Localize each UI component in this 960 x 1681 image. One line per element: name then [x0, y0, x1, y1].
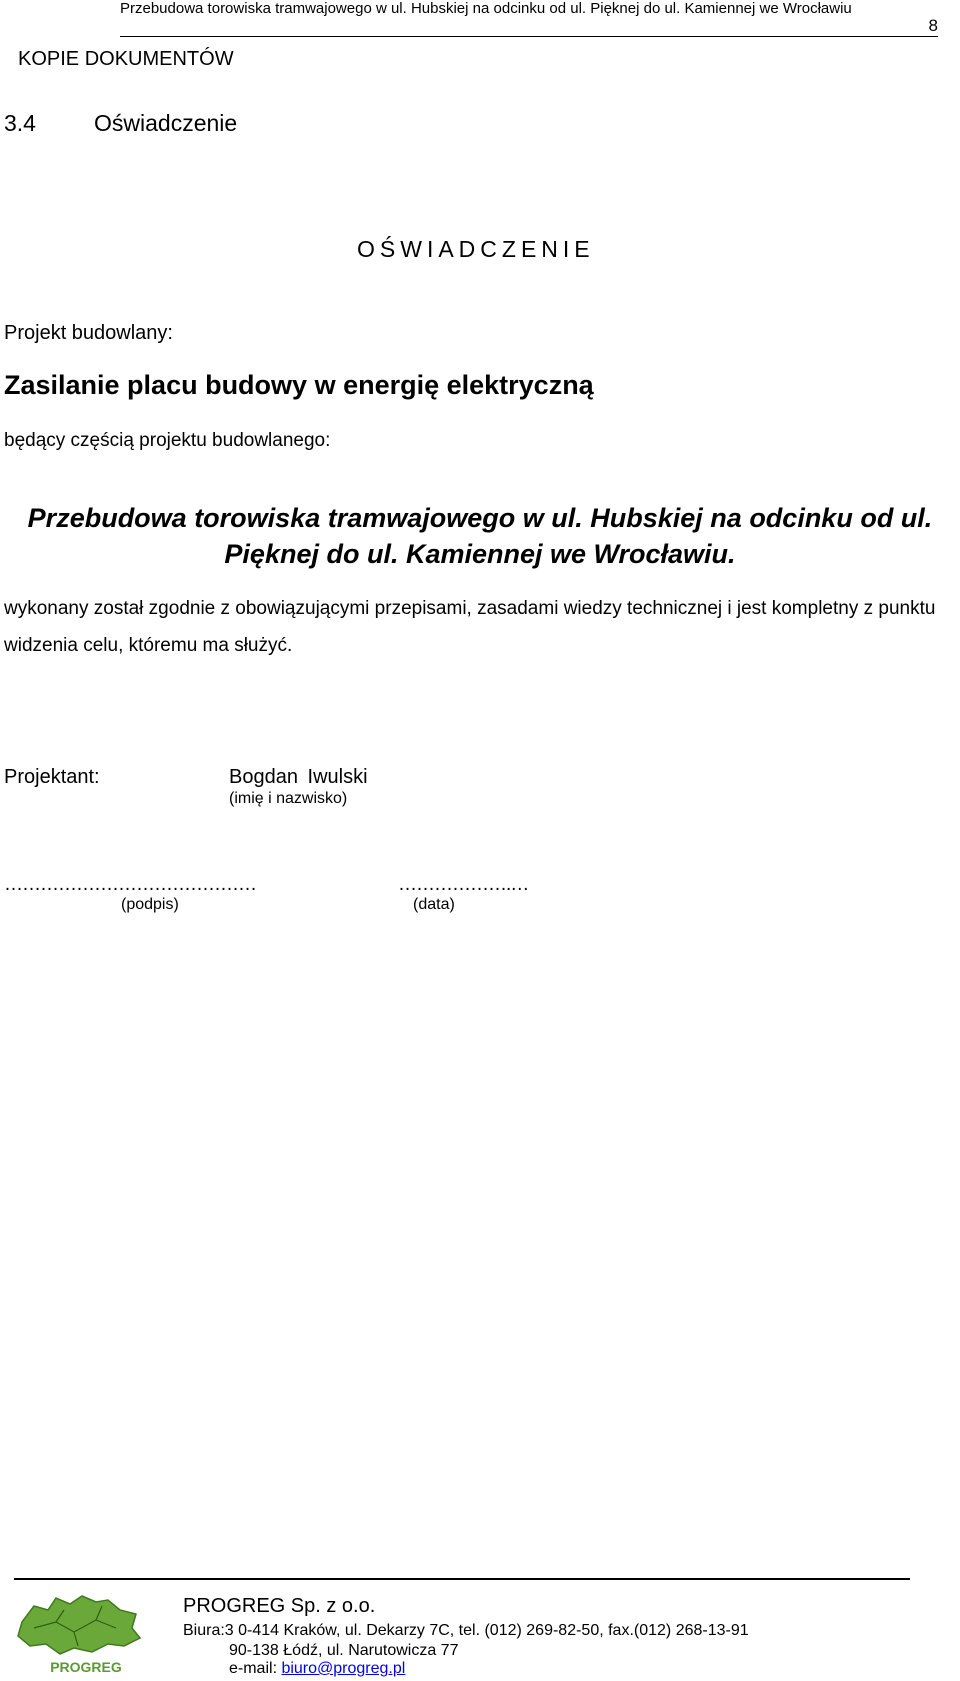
part-of-text: będący częścią projektu budowlanego:	[4, 430, 331, 451]
compliance-statement: wykonany został zgodnie z obowiązującymi przepisami, zasadami wiedzy technicznej i jest kompletny z punktu widzenia celu, któremu ma służyć.	[4, 598, 936, 656]
email-label: e-mail:	[229, 1660, 282, 1677]
section-label: KOPIE DOKUMENTÓW	[18, 48, 234, 70]
page-number: 8	[928, 16, 938, 35]
date-line: ……………….…	[398, 874, 529, 895]
signature-line: ……………………………………	[4, 874, 256, 895]
project-name: Zasilanie placu budowy w energię elektryczną	[4, 370, 594, 400]
running-header-title: Przebudowa torowiska tramwajowego w ul. Hubskiej na odcinku od ul. Pięknej do ul. Kamiennej we Wrocławiu	[120, 0, 852, 17]
designer-caption: (imię i nazwisko)	[229, 790, 348, 807]
date-caption: (data)	[413, 896, 455, 913]
footer-rule	[14, 1578, 910, 1580]
signature-caption: (podpis)	[121, 896, 179, 913]
progreg-logo	[12, 1592, 144, 1677]
section-title: Oświadczenie	[94, 110, 238, 136]
company-address: Biura:3 0-414 Kraków, ul. Dekarzy 7C, tel. (012) 269-82-50, fax.(012) 268-13-91	[183, 1622, 749, 1639]
company-name: PROGREG Sp. z o.o.	[183, 1595, 376, 1617]
project-label: Projekt budowlany:	[4, 322, 173, 344]
designer-label: Projektant:	[4, 766, 100, 788]
header-rule	[120, 36, 938, 37]
company-email-line	[229, 1660, 405, 1678]
email-link[interactable]: biuro@progreg.pl	[281, 1660, 406, 1677]
parent-project-name: Przebudowa torowiska tramwajowego w ul. Hubskiej na odcinku od ul. Pięknej do ul. Kamiennej we Wrocławiu.	[27, 503, 933, 569]
designer-name: Bogdan Iwulski	[229, 766, 368, 788]
document-heading: OŚWIADCZENIE	[357, 236, 595, 262]
company-office-lodz: 90-138 Łódź, ul. Narutowicza 77	[229, 1642, 459, 1659]
logo-wordmark: PROGREG	[50, 1659, 122, 1675]
section-number: 3.4	[4, 110, 36, 136]
